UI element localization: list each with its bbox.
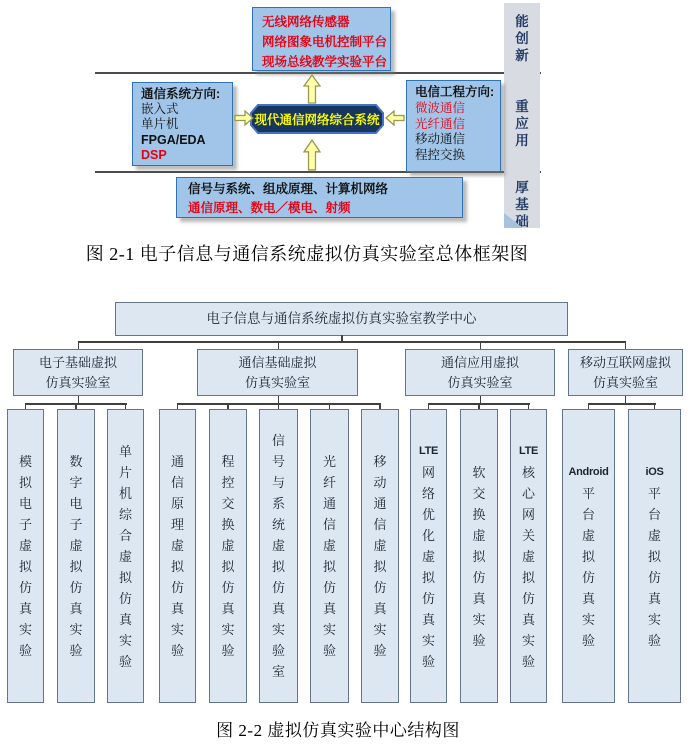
- connector-line: [588, 403, 656, 405]
- group-box-comm-foundation: [197, 349, 358, 396]
- lab-column-lte-optimization: LTE 网 络 优 化 虚 拟 仿 真 实 验: [410, 409, 447, 703]
- figure1-caption: 图 2-1 电子信息与通信系统虚拟仿真实验室总体框架图: [85, 244, 529, 264]
- arrow-left-icon: [385, 110, 405, 126]
- group-label-line: 仿真实验室: [592, 375, 658, 390]
- right-box-title: 电信工程方向:: [415, 85, 495, 99]
- group-label-line: 通信应用虚拟: [440, 355, 519, 370]
- foundation-line: 通信原理、数电／模电、射频: [188, 201, 351, 215]
- group-label-line: 仿真实验室: [447, 375, 513, 390]
- central-system-box: [250, 104, 384, 134]
- innovation-platforms-box: [252, 7, 391, 71]
- left-box-item: 嵌入式: [141, 102, 179, 117]
- group-box-comm-application: [405, 349, 555, 396]
- left-box-title: 通信系统方向:: [141, 87, 221, 101]
- group-label-line: 移动互联网虚拟: [579, 355, 671, 370]
- telecom-engineering-direction-box: [406, 80, 501, 172]
- connector-line: [78, 396, 80, 403]
- sidebar-label-foundation: 厚 基 础: [515, 180, 529, 229]
- connector-line: [278, 396, 280, 403]
- right-box-item: 程控交换: [415, 148, 466, 163]
- arrow-up-top-icon: [303, 74, 321, 104]
- lab-column-program-switching: 程 控 交 换 虚 拟 仿 真 实 验: [209, 409, 247, 703]
- lab-column-ios-platform: iOS 平 台 虚 拟 仿 真 实 验: [628, 409, 681, 703]
- connector-line: [625, 396, 627, 403]
- lab-column-softswitch: 软 交 换 虚 拟 仿 真 实 验: [460, 409, 498, 703]
- lab-column-analog-electronics: 模 拟 电 子 虚 拟 仿 真 实 验: [7, 409, 44, 703]
- lab-column-mobile-comm: 移 动 通 信 虚 拟 仿 真 实 验: [361, 409, 399, 703]
- platform-line: 现场总线教学实验平台: [262, 55, 388, 69]
- lab-column-signals-systems: 信 号 与 系 统 虚 拟 仿 真 实 验 室: [259, 409, 298, 703]
- lab-column-digital-electronics: 数 字 电 子 虚 拟 仿 真 实 验: [57, 409, 95, 703]
- sidebar-corner-decoration: [504, 213, 523, 228]
- left-box-item: 单片机: [141, 117, 179, 132]
- connector-line: [78, 341, 80, 349]
- lab-column-mcu: 单 片 机 综 合 虚 拟 仿 真 实 验: [107, 409, 144, 703]
- right-box-item: 微波通信: [415, 100, 466, 115]
- connector-line: [480, 341, 482, 349]
- left-box-item: DSP: [141, 147, 167, 162]
- group-label-line: 仿真实验室: [45, 375, 111, 390]
- connector-line: [78, 341, 626, 343]
- left-box-item: FPGA/EDA: [141, 132, 206, 147]
- org-root-box: 电子信息与通信系统虚拟仿真实验室教学中心: [115, 302, 568, 336]
- group-box-electronics: [13, 349, 143, 396]
- arrow-right-icon: [234, 110, 254, 126]
- lab-column-lte-core-gateway: LTE 核 心 网 关 虚 拟 仿 真 实 验: [510, 409, 547, 703]
- platform-line: 网络图象电机控制平台: [262, 35, 388, 49]
- ability-sidebar: [504, 3, 540, 228]
- central-system-label: 现代通信网络综合系统: [254, 113, 380, 127]
- connector-line: [625, 341, 627, 349]
- platform-line: 无线网络传感器: [262, 15, 350, 29]
- group-label-line: 通信基础虚拟: [238, 355, 317, 370]
- group-label-line: 电子基础虚拟: [38, 355, 117, 370]
- right-box-item: 移动通信: [415, 132, 466, 147]
- foundation-courses-box: [176, 177, 463, 218]
- group-box-mobile-internet: [568, 349, 683, 396]
- sidebar-label-application: 重 应 用: [515, 99, 529, 148]
- figure2-caption: 图 2-2 虚拟仿真实验中心结构图: [216, 721, 460, 740]
- lab-column-android-platform: Android 平 台 虚 拟 仿 真 实 验: [562, 409, 615, 703]
- connector-line: [278, 341, 280, 349]
- group-label-line: 仿真实验室: [244, 375, 310, 390]
- sidebar-label-innovation: 能 创 新: [515, 14, 529, 63]
- connector-line: [480, 396, 482, 403]
- foundation-line: 信号与系统、组成原理、计算机网络: [188, 182, 389, 196]
- lab-column-optical-comm: 光 纤 通 信 虚 拟 仿 真 实 验: [310, 409, 349, 703]
- right-box-item: 光纤通信: [415, 116, 466, 131]
- arrow-up-bottom-icon: [303, 139, 321, 171]
- lab-column-comm-principles: 通 信 原 理 虚 拟 仿 真 实 验: [159, 409, 196, 703]
- communication-system-direction-box: [132, 82, 233, 166]
